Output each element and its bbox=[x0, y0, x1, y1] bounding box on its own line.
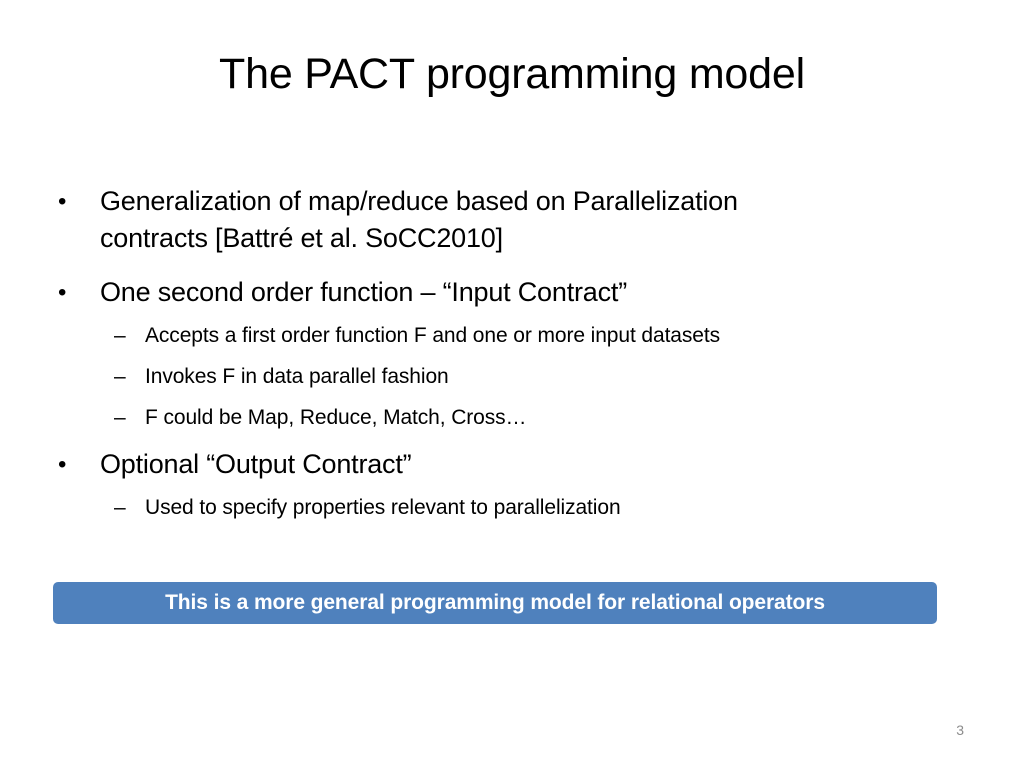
sub-bullet-text: Accepts a first order function F and one or more input datasets bbox=[145, 324, 721, 347]
bullet-icon: • bbox=[58, 188, 67, 215]
bullet-text-line: Generalization of map/reduce based on Parallelization bbox=[100, 186, 738, 216]
slide-title: The PACT programming model bbox=[219, 50, 805, 98]
sub-bullet-text: Used to specify properties relevant to parallelization bbox=[145, 496, 621, 519]
dash-icon: – bbox=[114, 365, 126, 388]
callout-box: This is a more general programming model for relational operators bbox=[53, 582, 937, 624]
bullet-text: Optional “Output Contract” bbox=[100, 449, 412, 479]
sub-bullet-text: F could be Map, Reduce, Match, Cross… bbox=[145, 406, 527, 429]
bullet-icon: • bbox=[58, 451, 67, 478]
sub-bullet-text: Invokes F in data parallel fashion bbox=[145, 365, 449, 388]
dash-icon: – bbox=[114, 496, 126, 519]
bullet-text bbox=[100, 183, 880, 257]
dash-icon: – bbox=[114, 324, 126, 347]
bullet-icon: • bbox=[58, 279, 67, 306]
page-number: 3 bbox=[956, 722, 964, 738]
bullet-text: One second order function – “Input Contract” bbox=[100, 277, 627, 307]
dash-icon: – bbox=[114, 406, 126, 429]
bullet-text-line: contracts [Battré et al. SoCC2010] bbox=[100, 223, 503, 253]
